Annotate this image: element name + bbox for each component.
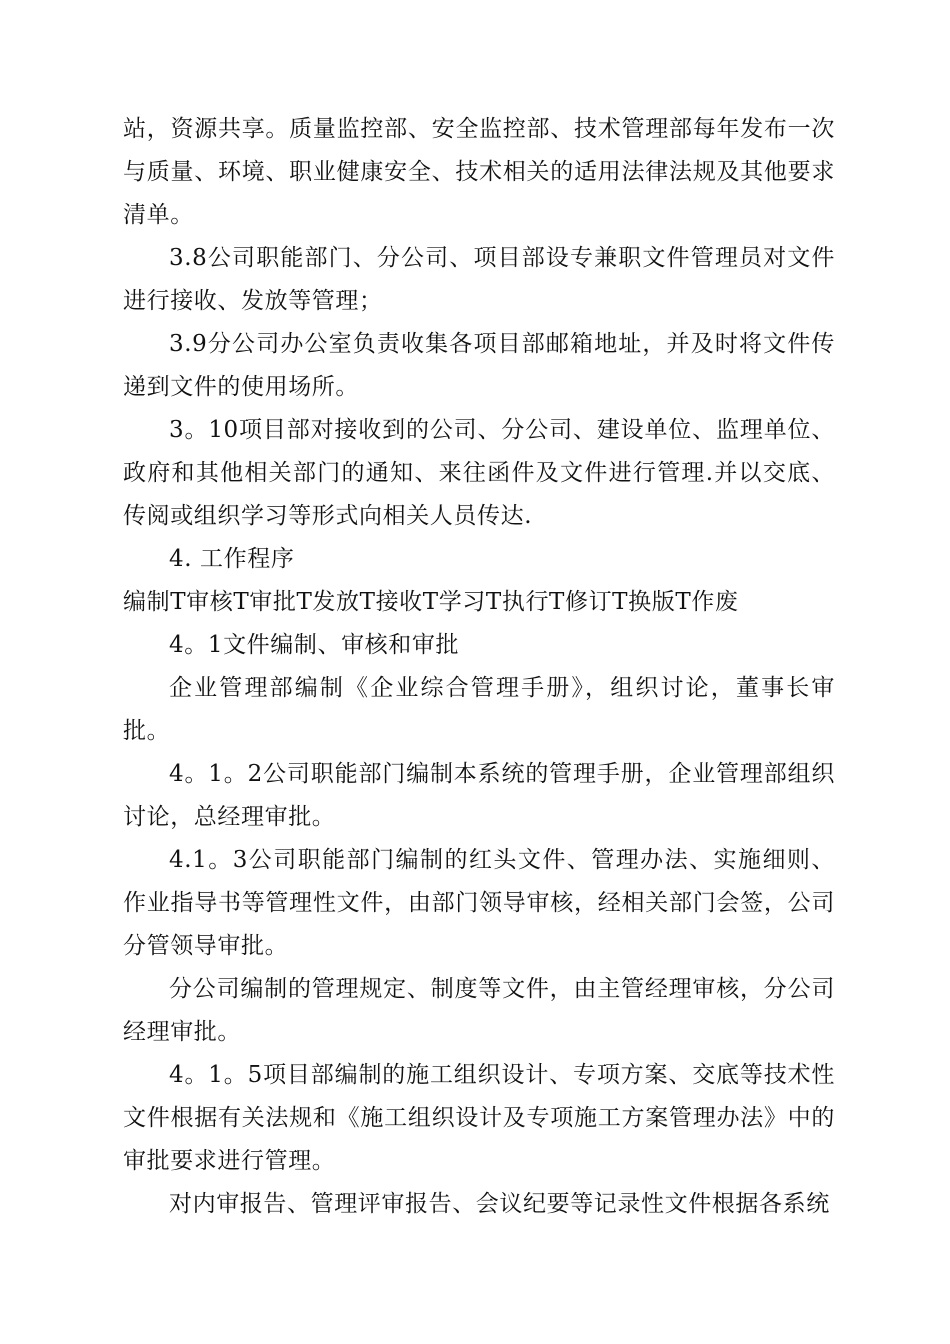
paragraph-records: 对内审报告、管理评审报告、会议纪要等记录性文件根据各系统 — [169, 1191, 830, 1217]
paragraph-4-1-2: 4。1。2公司职能部门编制本系统的管理手册，企业管理部组织讨论，总经理审批。 — [123, 761, 835, 830]
paragraph-3-9: 3.9分公司办公室负责收集各项目部邮箱地址，并及时将文件传递到文件的使用场所。 — [123, 331, 835, 400]
workflow-line: 编制T审核T审批T发放T接收T学习T执行T修订T换版T作废 — [123, 589, 739, 615]
paragraph-continuation: 站，资源共享。质量监控部、安全监控部、技术管理部每年发布一次与质量、环境、职业健康安全、技术相关的适用法律法规及其他要求清单。 — [123, 116, 835, 228]
paragraph-4-1-3: 4.1。3公司职能部门编制的红头文件、管理办法、实施细则、作业指导书等管理性文件，由部门领导审核，经相关部门会签，公司分管领导审批。 — [123, 847, 835, 959]
paragraph-manual-approval: 企业管理部编制《企业综合管理手册》，组织讨论，董事长审批。 — [123, 675, 835, 744]
paragraph-4-1-5: 4。1。5项目部编制的施工组织设计、专项方案、交底等技术性文件根据有关法规和《施工组织设计及专项施工方案管理办法》中的审批要求进行管理。 — [123, 1062, 835, 1174]
paragraph-branch-approval: 分公司编制的管理规定、制度等文件，由主管经理审核，分公司经理审批。 — [123, 976, 835, 1045]
paragraph-3-10: 3。10项目部对接收到的公司、分公司、建设单位、监理单位、政府和其他相关部门的通知、来往函件及文件进行管理.并以交底、传阅或组织学习等形式向相关人员传达. — [123, 417, 835, 529]
paragraph-3-8: 3.8公司职能部门、分公司、项目部设专兼职文件管理员对文件进行接收、发放等管理； — [123, 245, 835, 314]
subsection-heading-4-1: 4。1文件编制、审核和审批 — [169, 632, 460, 658]
document-body — [123, 108, 835, 1226]
section-heading-4: 4. 工作程序 — [169, 546, 295, 572]
